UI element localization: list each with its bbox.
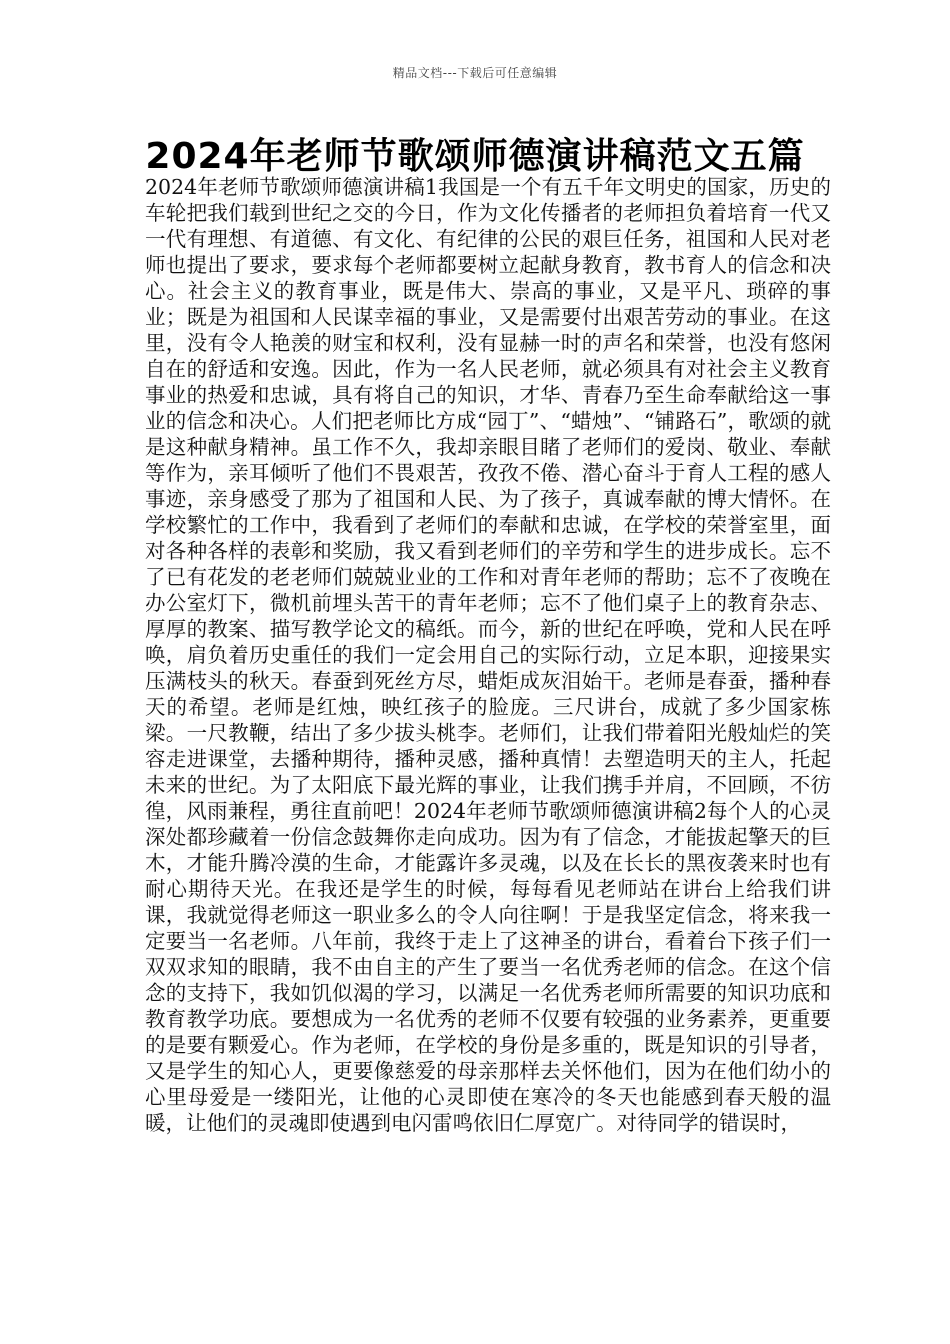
page-header-note: 精品文档---下载后可任意编辑 (392, 66, 558, 80)
document-body-paragraph: 2024年老师节歌颂师德演讲稿1我国是一个有五千年文明史的国家，历史的车轮把我们载到世纪之交的今日，作为文化传播者的老师担负着培育一代又一代有理想、有道德、有文化、有纪律的公民的艰巨任务，祖国和人民对老师也提出了要求，要求每个老师都要树立起献身教育，教书育人的信念和决心。社会主义的教育事业，既是伟大、崇高的事业，又是平凡、琐碎的事业；既是为祖国和人民谋幸福的事业，又是需要付出艰苦劳动的事业。在这里，没有令人艳羡的财宝和权利，没有显赫一时的声名和荣誉，也没有悠闲自在的舒适和安逸。因此，作为一名人民老师，就必须具有对社会主义教育事业的热爱和忠诚，具有将自己的知识，才华、青春乃至生命奉献给这一事业的信念和决心。人们把老师比方成“园丁”、“蜡烛”、“铺路石”，歌颂的就是这种献身精神。虽工作不久，我却亲眼目睹了老师们的爱岗、敬业、奉献等作为，亲耳倾听了他们不畏艰苦，孜孜不倦、潜心奋斗于育人工程的感人事迹，亲身感受了那为了祖国和人民、为了孩子，真诚奉献的博大情怀。在学校繁忙的工作中，我看到了老师们的奉献和忠诚，在学校的荣誉室里，面对各种各样的表彰和奖励，我又看到老师们的辛劳和学生的进步成长。忘不了已有花发的老老师们兢兢业业的工作和对青年老师的帮助；忘不了夜晚在办公室灯下，微机前埋头苦干的青年老师；忘不了他们桌子上的教育杂志、厚厚的教案、描写教学论文的稿纸。而今，新的世纪在呼唤，党和人民在呼唤，肩负着历史重任的我们一定会用自己的实际行动，立足本职，迎接果实压满枝头的秋天。春蚕到死丝方尽，蜡炬成灰泪始干。老师是春蚕，播种春天的希望。老师是红烛，映红孩子的脸庞。三尺讲台，成就了多少国家栋梁。一尺教鞭，结出了多少拔头桃李。老师们，让我们带着阳光般灿烂的笑容走进课堂，去播种期待，播种灵感，播种真情！去塑造明天的主人，托起未来的世纪。为了太阳底下最光辉的事业，让我们携手并肩，不回顾，不彷徨，风雨兼程，勇往直前吧！2024年老师节歌颂师德演讲稿2每个人的心灵深处都珍藏着一份信念鼓舞你走向成功。因为有了信念，才能拔起擎天的巨木，才能升腾冷漠的生命，才能露许多灵魂，以及在长长的黑夜袭来时也有耐心期待天光。在我还是学生的时候，每每看见老师站在讲台上给我们讲课，我就觉得老师这一职业多么的令人向往啊！于是我坚定信念，将来我一定要当一名老师。八年前，我终于走上了这神圣的讲台，看着台下孩子们一双双求知的眼睛，我不由自主的产生了要当一名优秀老师的信念。在这个信念的支持下，我如饥似渴的学习，以满足一名优秀老师所需要的知识功底和教育教学功底。要想成为一名优秀的老师不仅要有较强的业务素养，更重要的是要有颗爱心。作为老师，在学校的身份是多重的，既是知识的引导者，又是学生的知心人，更要像慈爱的母亲那样去关怀他们，因为在他们幼小的心里母爱是一缕阳光，让他的心灵即使在寒冷的冬天也能感到春天般的温暖，让他们的灵魂即使遇到电闪雷鸣依旧仁厚宽广。对待同学的错误时， (145, 175, 831, 1135)
document-title: 2024年老师节歌颂师德演讲稿范文五篇 (145, 136, 805, 177)
